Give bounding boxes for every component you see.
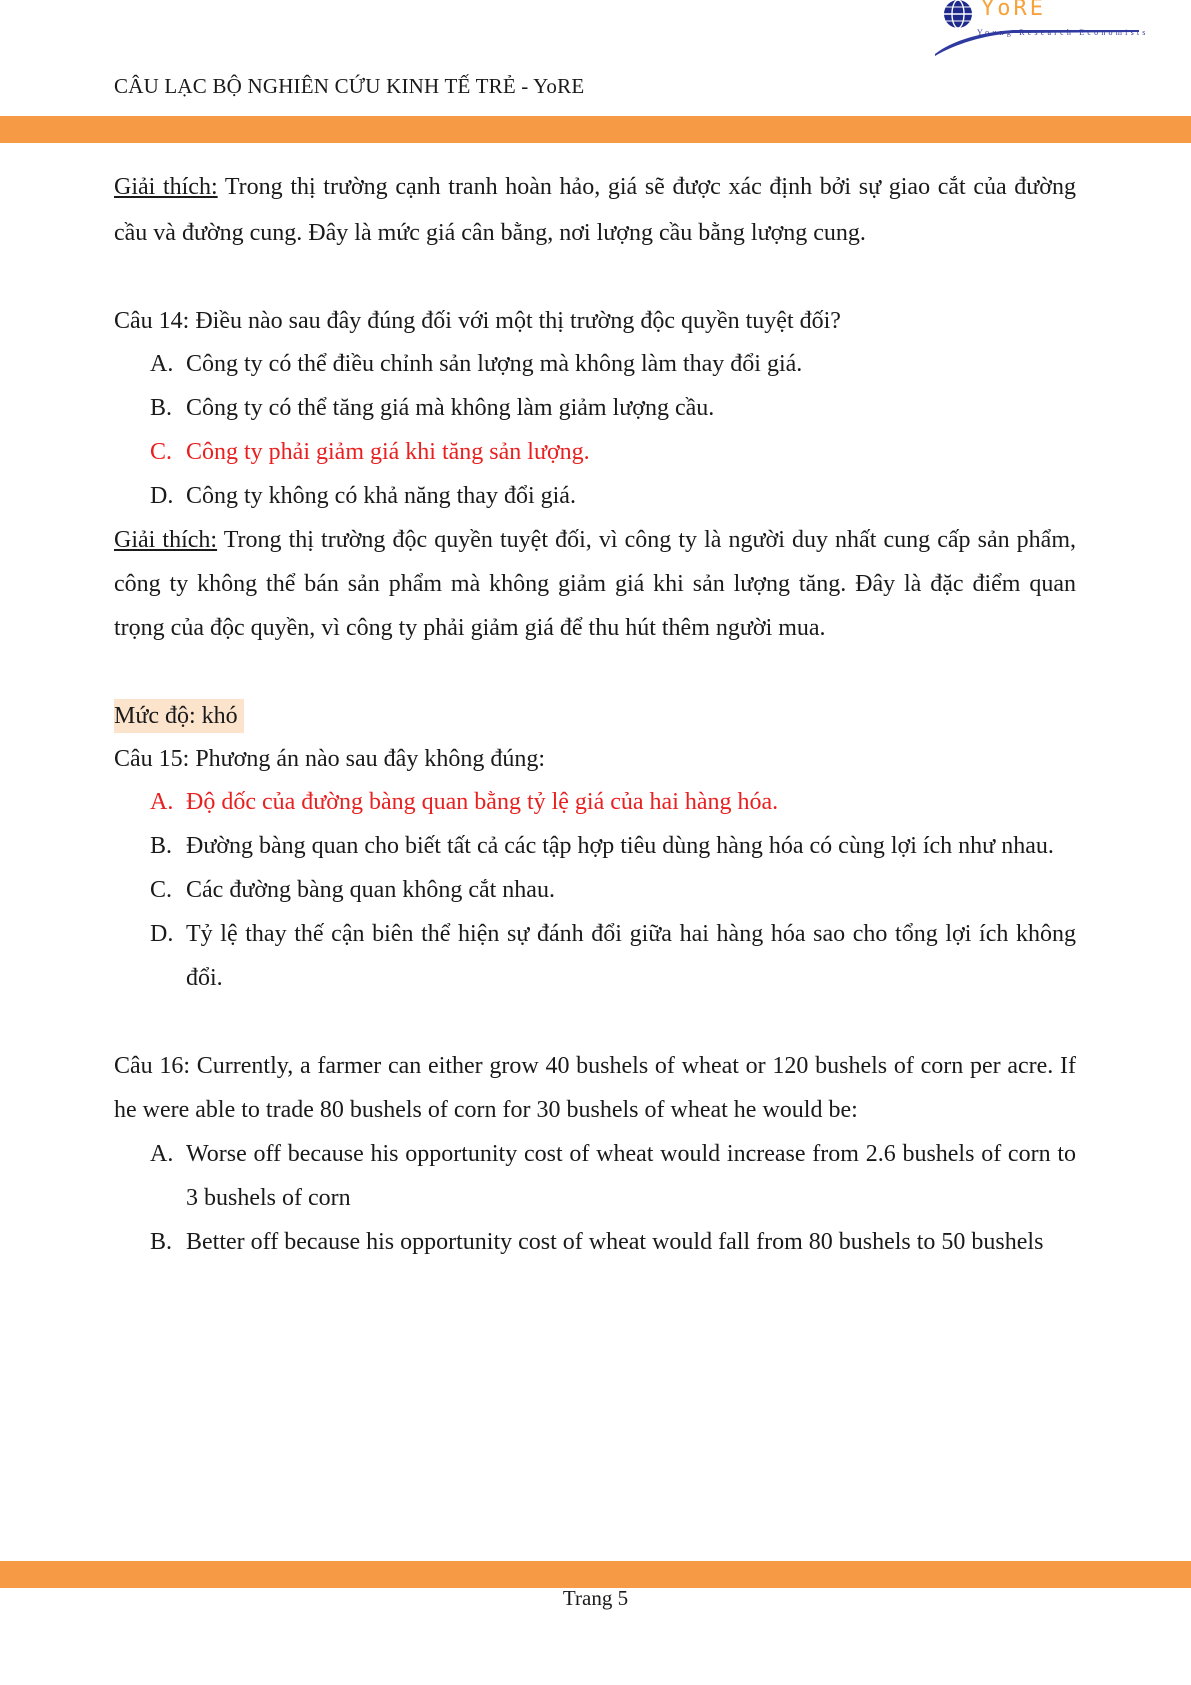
- page-content: [114, 164, 1076, 1264]
- question-14: Câu 14: Điều nào sau đây đúng đối với một thị trường độc quyền tuyệt đối?: [114, 308, 841, 334]
- q14-option-a: A. Công ty có thể điều chỉnh sản lượng mà không làm thay đổi giá.: [150, 351, 803, 377]
- yore-logo: [933, 0, 1149, 56]
- footer-band: [0, 1561, 1191, 1588]
- difficulty-level: Mức độ: khó: [114, 699, 244, 733]
- q15-option-d: D. Tỷ lệ thay thế cận biên thể hiện sự đánh đổi giữa hai hàng hóa sao cho tổng lợi ích không đổi.: [150, 921, 1076, 991]
- explanation-text: Trong thị trường cạnh tranh hoàn hảo, giá sẽ được xác định bởi sự giao cắt của đường cầu và đường cung. Đây là mức giá cân bằng, nơi lượng cầu bằng lượng cung.: [114, 174, 1076, 246]
- q15-option-a-answer: A. Độ dốc của đường bàng quan bằng tỷ lệ giá của hai hàng hóa.: [150, 789, 779, 815]
- explanation-label: Giải thích:: [114, 527, 218, 553]
- header-band: [0, 116, 1191, 143]
- explanation-14: [114, 518, 1076, 650]
- q15-option-c: C. Các đường bàng quan không cắt nhau.: [150, 877, 555, 903]
- q15-option-b: B. Đường bàng quan cho biết tất cả các tập hợp tiêu dùng hàng hóa có cùng lợi ích như nhau.: [150, 833, 1054, 859]
- question-16: Câu 16: Currently, a farmer can either grow 40 bushels of wheat or 120 bushels of corn per acre. If he were able to trade 80 bushels of corn for 30 bushels of wheat he would be:: [114, 1053, 1076, 1123]
- logo-tagline: Young Research Economists: [977, 28, 1149, 37]
- page-number: Trang 5: [562, 1586, 629, 1610]
- header-title: CÂU LẠC BỘ NGHIÊN CỨU KINH TẾ TRẺ - YoRE: [114, 74, 585, 98]
- q16-option-b: B. Better off because his opportunity cost of wheat would fall from 80 bushels to 50 bushels: [150, 1229, 1044, 1255]
- q14-option-c-answer: C. Công ty phải giảm giá khi tăng sản lượng.: [150, 439, 590, 465]
- explanation-13: [114, 164, 1076, 256]
- explanation-text: Trong thị trường độc quyền tuyệt đối, vì công ty là người duy nhất cung cấp sản phẩm, công ty không thể bán sản phẩm mà không giảm giá khi sản lượng tăng. Đây là đặc điểm quan trọng của độc quyền, vì công ty phải giảm giá để thu hút thêm người mua.: [114, 527, 1077, 641]
- question-15: Câu 15: Phương án nào sau đây không đúng:: [114, 746, 545, 772]
- q16-option-a: A. Worse off because his opportunity cost of wheat would increase from 2.6 bushels of corn to 3 bushels of corn: [150, 1141, 1076, 1211]
- logo-wordmark: YoRE: [981, 0, 1046, 21]
- explanation-label: Giải thích:: [114, 174, 218, 200]
- q14-option-b: B. Công ty có thể tăng giá mà không làm giảm lượng cầu.: [150, 395, 715, 421]
- q14-option-d: D. Công ty không có khả năng thay đổi giá.: [150, 483, 576, 509]
